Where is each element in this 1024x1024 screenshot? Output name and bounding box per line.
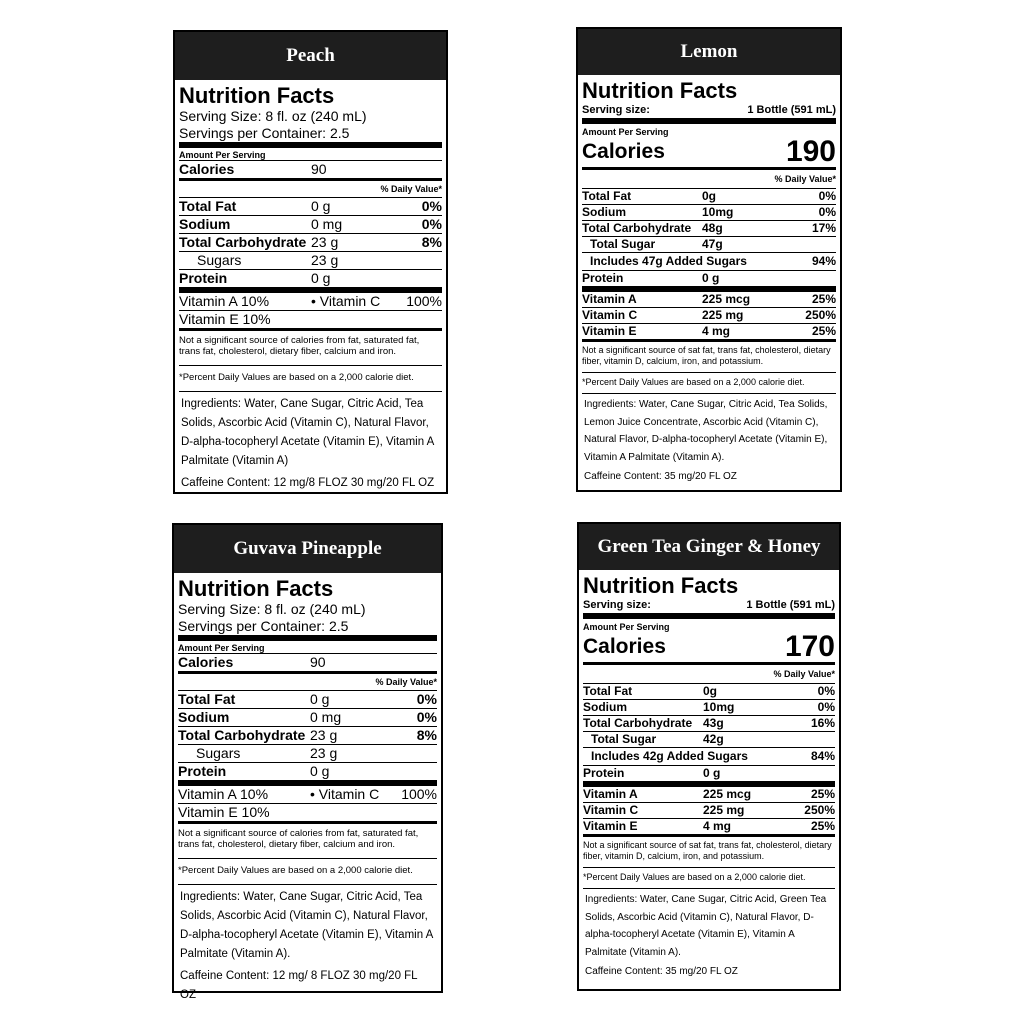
peach-title: Peach xyxy=(175,32,446,80)
added-sugars-dv: 84% xyxy=(810,749,835,763)
lemon-dv-header: % Daily Value* xyxy=(774,174,836,184)
protein-amount: 0 g xyxy=(702,271,720,285)
vitamin-row xyxy=(583,819,835,837)
nutrient-dv: 17% xyxy=(811,221,836,235)
added-sugars-label: Includes 47g Added Sugars xyxy=(590,254,747,268)
peach-dv-header: % Daily Value* xyxy=(380,184,442,194)
greentea-dv-header: % Daily Value* xyxy=(773,669,835,679)
nutrient-label: Protein xyxy=(179,270,228,286)
nutrient-dv: 16% xyxy=(810,716,835,730)
nutrient-amount: 10mg xyxy=(702,205,734,219)
peach-dv-header-row xyxy=(179,181,442,198)
peach-calories-label: Calories xyxy=(179,161,235,177)
nutrient-dv: 0% xyxy=(416,691,437,707)
greentea-dv-header-row xyxy=(583,665,835,684)
lemon-serving-value: 1 Bottle (591 mL) xyxy=(747,104,836,116)
lemon-calories-row xyxy=(582,137,836,170)
vitamin-dv: 250% xyxy=(804,803,835,817)
nutrient-dv: 0% xyxy=(416,709,437,725)
vitamin-label: Vitamin C xyxy=(582,308,638,322)
nutrient-label: Total Sugar xyxy=(590,237,656,251)
table-row xyxy=(178,745,437,763)
vitamin-row xyxy=(178,786,437,804)
nutrient-label: Sodium xyxy=(582,205,626,219)
greentea-serving-label: Serving size: xyxy=(583,599,651,611)
vitamin-c-dv: 100% xyxy=(406,293,442,309)
nutrient-label: Total Carbohydrate xyxy=(583,716,693,730)
greentea-serving-row xyxy=(583,598,835,619)
peach-calories-row xyxy=(179,161,442,181)
nutrient-label: Total Sugar xyxy=(591,732,657,746)
lemon-serving-row xyxy=(582,103,836,124)
peach-serving-size: Serving Size: 8 fl. oz (240 mL) xyxy=(179,108,367,124)
lemon-calories-value: 190 xyxy=(785,135,836,168)
guava-calories-value: 90 xyxy=(310,654,326,670)
vitamin-amount: 225 mg xyxy=(702,308,744,322)
peach-amount-per-serving: Amount Per Serving xyxy=(179,148,442,161)
vitamin-amount: 225 mcg xyxy=(702,292,751,306)
nutrient-label: Sugars xyxy=(196,745,241,761)
vitamin-label: Vitamin E xyxy=(582,324,637,338)
greentea-calories-label: Calories xyxy=(583,635,666,658)
nutrient-label: Total Carbohydrate xyxy=(179,234,307,250)
table-row xyxy=(582,205,836,221)
vitamin-amount: 225 mg xyxy=(703,803,745,817)
nutrient-amount: 0 g xyxy=(311,270,331,286)
nutrient-label: Total Fat xyxy=(179,198,237,214)
lemon-dv-header-row xyxy=(582,170,836,189)
greentea-note: Not a significant source of sat fat, trans fat, cholesterol, dietary fiber, vitamin D, calcium, iron, and potassium. xyxy=(583,837,835,868)
nutrient-amount: 0g xyxy=(702,189,717,203)
peach-calories-value: 90 xyxy=(311,161,327,177)
protein-amount: 0 g xyxy=(703,766,721,780)
vitamin-label: Vitamin E xyxy=(583,819,638,833)
table-row xyxy=(582,189,836,205)
nutrient-label: Total Fat xyxy=(178,691,236,707)
nutrient-label: Total Fat xyxy=(583,684,633,698)
nutrient-label: Total Carbohydrate xyxy=(582,221,692,235)
vitamin-a: Vitamin A 10% xyxy=(178,786,269,802)
vitamin-dv: 25% xyxy=(810,787,835,801)
vitamin-c-label: • Vitamin C xyxy=(311,293,381,309)
vitamin-dv: 25% xyxy=(811,292,836,306)
added-sugars-row xyxy=(583,748,835,766)
peach-note: Not a significant source of calories from fat, saturated fat, trans fat, cholesterol, dietary fiber, calcium and iron. xyxy=(179,331,442,366)
peach-ingredients: Ingredients: Water, Cane Sugar, Citric Acid, Tea Solids, Ascorbic Acid (Vitamin C), Natural Flavor, D-alpha-tocopheryl Acetate (Vitamin E), Vitamin A Palmitate (Vitamin A) xyxy=(181,398,434,467)
lemon-title: Lemon xyxy=(578,29,840,75)
greentea-ingredients: Ingredients: Water, Cane Sugar, Citric Acid, Green Tea Solids, Ascorbic Acid (Vitamin C), Natural Flavor, D-alpha-tocopheryl Acetate (Vitamin E), Vitamin A Palmitate (Vitamin A). xyxy=(585,894,827,958)
nutrient-amount: 23 g xyxy=(311,234,339,250)
guava-serving-size: Serving Size: 8 fl. oz (240 mL) xyxy=(178,601,366,617)
nutrient-amount: 42g xyxy=(703,732,724,746)
table-row xyxy=(583,684,835,700)
nutrient-dv: 8% xyxy=(416,727,437,743)
peach-servings-per-container: Servings per Container: 2.5 xyxy=(179,125,442,148)
vitamin-a: Vitamin A 10% xyxy=(179,293,270,309)
nutrient-amount: 0 g xyxy=(310,691,330,707)
nutrient-label: Total Fat xyxy=(582,189,632,203)
table-row xyxy=(178,763,437,786)
nutrient-amount: 0 g xyxy=(310,763,330,779)
table-row xyxy=(179,198,442,216)
nutrient-amount: 0 mg xyxy=(311,216,343,232)
vitamin-row xyxy=(583,787,835,803)
added-sugars-label: Includes 42g Added Sugars xyxy=(591,749,748,763)
lemon-calories-label: Calories xyxy=(582,140,665,163)
table-row xyxy=(179,270,442,293)
table-row xyxy=(178,691,437,709)
peach-heading: Nutrition Facts xyxy=(179,83,335,108)
lemon-caffeine: Caffeine Content: 35 mg/20 FL OZ xyxy=(584,471,737,482)
vitamin-label: Vitamin A xyxy=(582,292,637,306)
added-sugars-row xyxy=(582,253,836,271)
nutrient-amount: 23 g xyxy=(310,727,338,743)
vitamin-amount: 4 mg xyxy=(702,324,731,338)
nutrient-dv: 0% xyxy=(818,205,836,219)
greentea-label-body xyxy=(579,574,839,983)
table-row xyxy=(179,252,442,270)
vitamin-label: Vitamin C xyxy=(583,803,639,817)
nutrient-label: Total Carbohydrate xyxy=(178,727,306,743)
table-row xyxy=(583,732,835,748)
nutrient-label: Sodium xyxy=(178,709,230,725)
nutrient-dv: 8% xyxy=(421,234,442,250)
greentea-amount-per-serving: Amount Per Serving xyxy=(583,622,670,632)
greentea-serving-value: 1 Bottle (591 mL) xyxy=(746,599,835,611)
table-row xyxy=(179,234,442,252)
peach-nutrition-panel xyxy=(173,30,448,494)
table-row xyxy=(179,216,442,234)
vitamin-row xyxy=(582,292,836,308)
vitamin-e: Vitamin E 10% xyxy=(178,804,437,824)
nutrient-label: Sugars xyxy=(197,252,242,268)
vitamin-c-dv: 100% xyxy=(401,786,437,802)
nutrient-label: Sodium xyxy=(179,216,231,232)
greentea-caffeine: Caffeine Content: 35 mg/20 FL OZ xyxy=(585,966,738,977)
vitamin-amount: 225 mcg xyxy=(703,787,752,801)
nutrient-amount: 0 mg xyxy=(310,709,342,725)
table-row xyxy=(583,716,835,732)
nutrient-amount: 23 g xyxy=(311,252,339,268)
nutrient-amount: 23 g xyxy=(310,745,338,761)
vitamin-row xyxy=(582,324,836,342)
lemon-ingredients: Ingredients: Water, Cane Sugar, Citric Acid, Tea Solids, Lemon Juice Concentrate, Ascorbic Acid (Vitamin C), Natural Flavor, D-alpha-tocopheryl Acetate (Vitamin E), Vitamin A Palmitate (Vitamin A). xyxy=(584,399,828,463)
lemon-footnote: *Percent Daily Values are based on a 2,000 calorie diet. xyxy=(582,373,836,394)
vitamin-c-label: • Vitamin C xyxy=(310,786,380,802)
nutrient-amount: 0 g xyxy=(311,198,331,214)
table-row xyxy=(582,221,836,237)
greentea-nutrition-panel xyxy=(577,522,841,991)
table-row xyxy=(178,709,437,727)
guava-footnote: *Percent Daily Values are based on a 2,000 calorie diet. xyxy=(178,859,437,885)
peach-caffeine: Caffeine Content: 12 mg/8 FLOZ 30 mg/20 FL OZ xyxy=(181,477,435,489)
greentea-heading: Nutrition Facts xyxy=(583,573,739,598)
protein-row xyxy=(583,766,835,787)
guava-note: Not a significant source of calories from fat, saturated fat, trans fat, cholesterol, dietary fiber, calcium and iron. xyxy=(178,824,437,859)
guava-calories-label: Calories xyxy=(178,654,234,670)
guava-servings-per-container: Servings per Container: 2.5 xyxy=(178,618,437,641)
guava-calories-row xyxy=(178,654,437,674)
protein-row xyxy=(582,271,836,292)
guava-nutrition-panel xyxy=(172,523,443,1001)
guava-amount-per-serving: Amount Per Serving xyxy=(178,641,437,654)
guava-caffeine: Caffeine Content: 12 mg/ 8 FLOZ 30 mg/20 FL OZ xyxy=(180,970,418,1001)
vitamin-label: Vitamin A xyxy=(583,787,638,801)
vitamin-dv: 250% xyxy=(805,308,836,322)
protein-label: Protein xyxy=(582,271,624,285)
guava-title: Guvava Pineapple xyxy=(174,525,441,573)
greentea-calories-value: 170 xyxy=(784,630,835,663)
added-sugars-dv: 94% xyxy=(811,254,836,268)
nutrient-amount: 0g xyxy=(703,684,718,698)
lemon-heading: Nutrition Facts xyxy=(582,78,738,103)
lemon-amount-per-serving: Amount Per Serving xyxy=(582,127,669,137)
guava-ingredients: Ingredients: Water, Cane Sugar, Citric Acid, Tea Solids, Ascorbic Acid (Vitamin C), Natural Flavor, D-alpha-tocopheryl Acetate (Vitamin E), Vitamin A Palmitate (Vitamin A). xyxy=(180,891,433,960)
guava-dv-header-row xyxy=(178,674,437,691)
nutrient-dv: 0% xyxy=(818,189,836,203)
lemon-nutrition-panel xyxy=(576,27,842,492)
nutrient-dv: 0% xyxy=(421,198,442,214)
greentea-title: Green Tea Ginger & Honey xyxy=(579,524,839,570)
vitamin-row xyxy=(583,803,835,819)
nutrient-amount: 48g xyxy=(702,221,723,235)
nutrient-amount: 43g xyxy=(703,716,724,730)
guava-heading: Nutrition Facts xyxy=(178,576,334,601)
peach-footnote: *Percent Daily Values are based on a 2,000 calorie diet. xyxy=(179,366,442,392)
nutrient-dv: 0% xyxy=(817,684,835,698)
nutrient-amount: 47g xyxy=(702,237,723,251)
protein-label: Protein xyxy=(583,766,625,780)
nutrient-dv: 0% xyxy=(421,216,442,232)
greentea-calories-row xyxy=(583,632,835,665)
greentea-footnote: *Percent Daily Values are based on a 2,000 calorie diet. xyxy=(583,868,835,889)
vitamin-row xyxy=(582,308,836,324)
lemon-serving-label: Serving size: xyxy=(582,104,650,116)
lemon-note: Not a significant source of sat fat, trans fat, cholesterol, dietary fiber, vitamin D, calcium, iron, and potassium. xyxy=(582,342,836,373)
table-row xyxy=(582,237,836,253)
vitamin-amount: 4 mg xyxy=(703,819,732,833)
table-row xyxy=(583,700,835,716)
vitamin-row xyxy=(179,293,442,311)
nutrient-label: Protein xyxy=(178,763,227,779)
peach-label-body xyxy=(175,84,446,496)
lemon-label-body xyxy=(578,79,840,488)
nutrient-amount: 10mg xyxy=(703,700,735,714)
vitamin-dv: 25% xyxy=(811,324,836,338)
vitamin-dv: 25% xyxy=(810,819,835,833)
nutrient-dv: 0% xyxy=(817,700,835,714)
table-row xyxy=(178,727,437,745)
vitamin-e: Vitamin E 10% xyxy=(179,311,442,331)
guava-dv-header: % Daily Value* xyxy=(375,677,437,687)
nutrient-label: Sodium xyxy=(583,700,627,714)
guava-label-body xyxy=(174,577,441,1008)
